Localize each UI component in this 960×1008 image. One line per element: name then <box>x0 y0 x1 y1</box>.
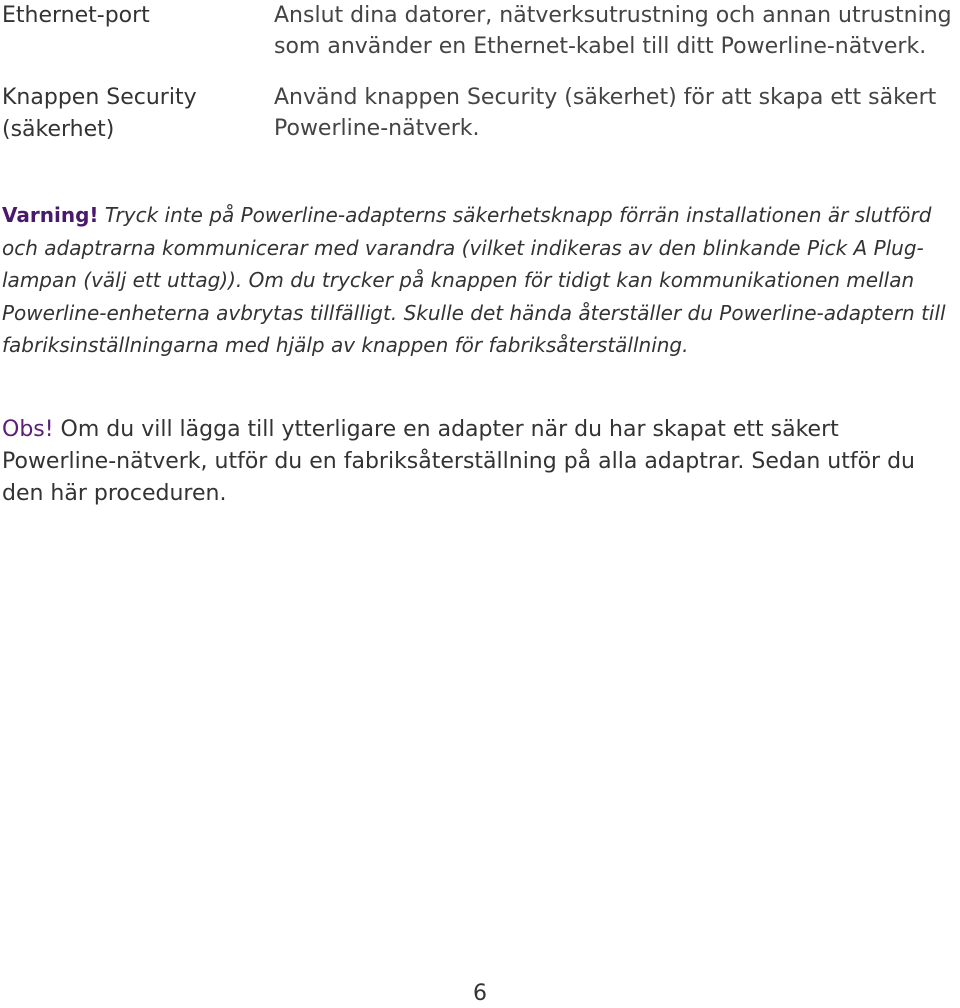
warning-text: Tryck inte på Powerline-adapterns säkerhetsknapp förrän installationen är slutförd och adaptrarna kommunicerar med varandra (vilket indikeras av den blinkande Pick A Plug-lampan (välj ett uttag)). Om du trycker på knappen för tidigt kan kommunikationen mellan Powerline-enheterna avbrytas tillfälligt. Skulle det hända återställer du Powerline-adaptern till fabriksinställningarna med hjälp av knappen för fabriksåterställning. <box>2 203 946 357</box>
warning-label: Varning! <box>2 203 99 227</box>
definition-row-security-button <box>2 82 952 146</box>
note-paragraph <box>2 414 957 510</box>
definition-term: Ethernet-port <box>2 3 150 28</box>
definition-row-ethernet-port <box>2 0 952 62</box>
definition-description: Anslut dina datorer, nätverksutrustning och annan utrustning som använder en Ethernet-kabel till ditt Powerline-nätverk. <box>274 3 952 59</box>
definition-table <box>2 0 952 166</box>
definition-description: Använd knappen Security (säkerhet) för att skapa ett säkert Powerline-nätverk. <box>274 85 937 141</box>
warning-paragraph <box>2 199 957 362</box>
page-number: 6 <box>473 981 487 1006</box>
note-label: Obs! <box>2 417 54 442</box>
note-text: Om du vill lägga till ytterligare en adapter när du har skapat ett säkert Powerline-nätverk, utför du en fabriksåterställning på alla adaptrar. Sedan utför du den här proceduren. <box>2 417 915 506</box>
definition-term: Knappen Security (säkerhet) <box>2 85 197 142</box>
